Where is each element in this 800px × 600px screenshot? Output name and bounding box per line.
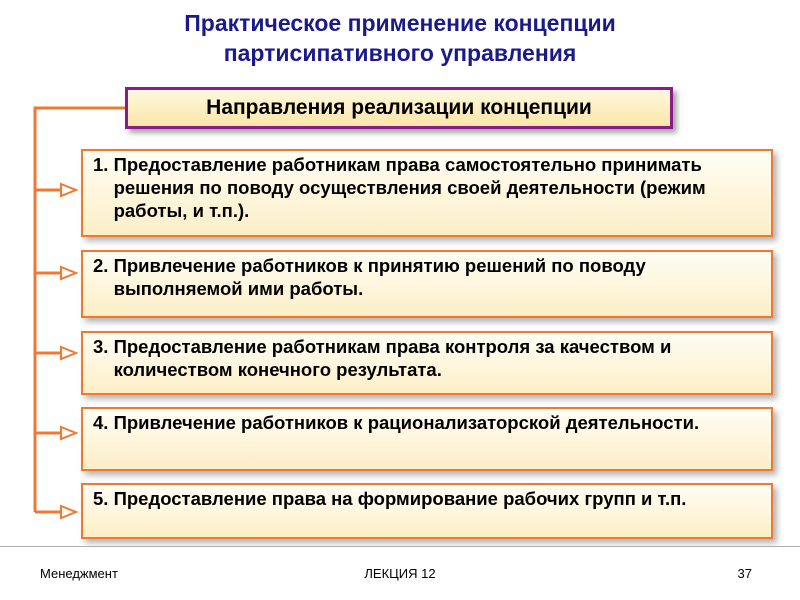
direction-number: 2. — [93, 255, 114, 276]
footer-page-number: 37 — [737, 566, 752, 581]
direction-number: 4. — [93, 412, 114, 433]
concept-directions-header: Направления реализации концепции — [125, 87, 673, 129]
direction-text: Предоставление работникам права самостоятельно принимать решения по поводу осуществления своей деятельности (режим работы, и т.п.). — [113, 154, 706, 221]
arrow-head-1 — [61, 184, 76, 196]
arrow-head-4 — [61, 427, 76, 439]
direction-number: 1. — [93, 154, 114, 175]
arrow-head-2 — [61, 267, 76, 279]
slide-title-line-2: партисипативного управления — [223, 40, 577, 66]
footer-course-name: Менеджмент — [40, 566, 118, 581]
footer-divider — [0, 546, 800, 547]
direction-text: Привлечение работников к принятию решений по поводу выполняемой ими работы. — [113, 255, 646, 299]
footer-lecture-label: ЛЕКЦИЯ 12 — [364, 566, 436, 581]
direction-text: Предоставление работникам права контроля за качеством и количеством конечного результата. — [113, 336, 672, 380]
direction-text: Привлечение работников к рационализаторской деятельности. — [113, 412, 700, 433]
direction-item-2 — [81, 250, 773, 318]
direction-number: 5. — [93, 488, 114, 509]
direction-item-5 — [81, 483, 773, 539]
direction-item-3 — [81, 331, 773, 395]
direction-item-4 — [81, 407, 773, 471]
direction-text: Предоставление права на формирование рабочих групп и т.п. — [113, 488, 687, 509]
direction-number: 3. — [93, 336, 114, 357]
arrow-head-3 — [61, 347, 76, 359]
arrow-head-5 — [61, 506, 76, 518]
direction-item-1 — [81, 149, 773, 237]
slide-title-line-1: Практическое применение концепции — [184, 10, 616, 36]
